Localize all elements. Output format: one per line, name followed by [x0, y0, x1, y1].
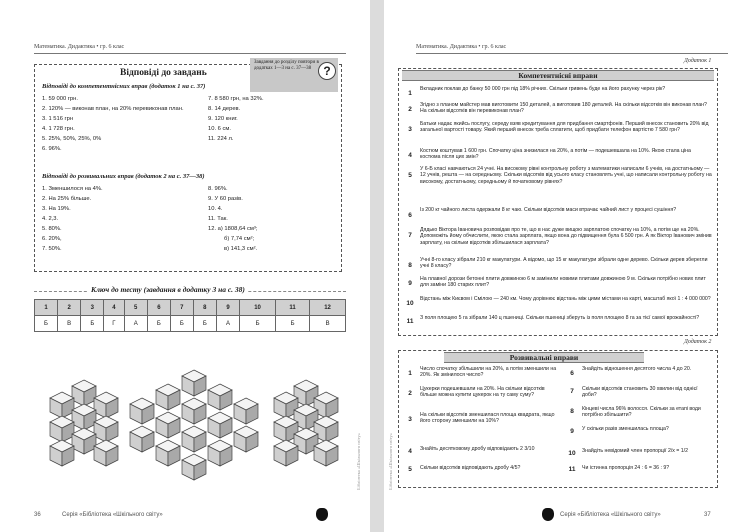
key-answer: Б [35, 316, 58, 332]
task-number-icon: 5 [404, 170, 416, 182]
key-answer: Б [275, 316, 309, 332]
task-number-icon: 1 [404, 368, 416, 380]
answer-line: 8. 96%. [208, 186, 228, 192]
task-number-icon: 3 [404, 414, 416, 426]
task-item: Скільки відсотків відповідають дробу 4/5? [420, 465, 521, 471]
key-number: 10 [240, 300, 276, 316]
key-answer-row [35, 316, 346, 332]
key-number: 7 [170, 300, 193, 316]
key-number: 12 [310, 300, 346, 316]
key-answer: Б [240, 316, 276, 332]
answer-line: 6. 96%. [42, 146, 62, 152]
cube-cluster-left [50, 380, 118, 466]
competence-heading: Компетентнісні вправи [402, 70, 714, 81]
task-number-icon: 6 [404, 210, 416, 222]
task-item: На плавної дорози бетонні плити довжиною 6 м замінили новими плитами довжиною 9 м. Скільки потрібно нових плит для заміни 180 старих плит? [420, 276, 706, 289]
answer-line: 3. На 19%. [42, 206, 71, 212]
answer-line: 10. 6 см. [208, 126, 231, 132]
task-number-icon: 7 [566, 386, 578, 398]
task-number-icon: 6 [566, 368, 578, 380]
key-answer: Б [193, 316, 216, 332]
info-tag-text: Завдання до розділу повтори в додатках 1—3 на с. 37—38 [254, 60, 319, 71]
task-item: Скільки відсотків становить 30 хвилин від однієї доби? [582, 386, 698, 399]
footer-series: Серія «Бібліотека «Шкільного світу» [560, 512, 661, 518]
header-rule [416, 53, 728, 54]
answer-line: 12. а) 1808,64 см³; [208, 226, 258, 232]
section-heading-competence: Відповіді до компетентнісних вправ (додаток 1 на с. 37) [42, 83, 206, 90]
answer-line: 3. 1 516 грн [42, 116, 74, 122]
task-item: Число спочатку збільшили на 20%, а потім зменшили на 20%. Як змінилося число? [420, 366, 557, 379]
task-item: Учні 8-го класу зібрали 210 кг макулатури. А відомо, що 15 кг макулатури зібрали одне дерево. Скільки дерев зберегли учні 8 класу? [420, 257, 708, 270]
test-key-title: Ключ до тесту (завдання в додатку 3 на с. 38) [88, 285, 248, 294]
key-answer: А [124, 316, 147, 332]
task-item: Цукерки подешевшали на 20%. На скільки відсотків більше можна купити цукерок на ту саму суму? [420, 386, 545, 399]
key-number: 8 [193, 300, 216, 316]
task-item: Із 200 кг чайного листа одержали 8 кг чаю. Скільки відсотків маси втрачає чайний лист у процесі сушіння? [420, 207, 677, 213]
answer-line: 2. 120% — виконав план, на 20% перевиконав план. [42, 106, 184, 112]
answers-competence-left [42, 94, 212, 154]
answer-line: 11. 224 л. [208, 136, 234, 142]
answer-line: 6. 20%, [42, 236, 62, 242]
task-number-icon: 10 [404, 298, 416, 310]
task-number-icon: 9 [404, 278, 416, 290]
key-number: 6 [147, 300, 170, 316]
task-item: Знайдіть відношення десятого числа 4 до 20. [582, 366, 692, 372]
key-answer: Б [81, 316, 104, 332]
answer-line: 1. 59 000 грн. [42, 96, 78, 102]
cube-cluster-right [274, 380, 338, 466]
answer-line: б) 7,74 см²; [224, 236, 255, 242]
answer-line: 9. 120 книг. [208, 116, 238, 122]
answers-competence-right [208, 94, 328, 144]
cube-cluster-center [130, 370, 258, 480]
answer-line: 10. 4. [208, 206, 223, 212]
task-number-icon: 8 [404, 260, 416, 272]
task-number-icon: 2 [404, 388, 416, 400]
task-item: Костюм коштував 1 600 грн. Спочатку ціна знизилася на 20%, а потім — подешевшала на 10%. Якою стала ціна костюма після цих змін? [420, 148, 691, 161]
developing-heading: Розвивальні вправи [444, 352, 644, 363]
task-number-icon: 4 [404, 446, 416, 458]
page-number: 36 [34, 512, 41, 518]
task-number-icon: 8 [566, 406, 578, 418]
page-number: 37 [704, 512, 711, 518]
task-item: Чи істинна пропорція 24 : 6 = 36 : 9? [582, 465, 670, 471]
key-number: 1 [35, 300, 58, 316]
task-item: На скільки відсотків зменшилася площа квадрата, якщо його сторону зменшили на 10%? [420, 412, 555, 425]
answer-line: 2. На 25% більше. [42, 196, 92, 202]
key-number: 3 [81, 300, 104, 316]
footer-series: Серія «Бібліотека «Шкільного світу» [62, 512, 163, 518]
task-number-icon: 11 [404, 316, 416, 328]
running-header: Математика. Дидактика • гр. 6 клас [416, 44, 507, 50]
key-number: 11 [275, 300, 309, 316]
answers-developing-left [42, 184, 192, 254]
cubes-illustration [44, 350, 344, 490]
answer-line: 7. 50%. [42, 246, 62, 252]
answers-developing-right [208, 184, 328, 254]
test-key-table [34, 299, 346, 332]
task-item: Знайіть десятковому дробу відповідають 2 3/10 [420, 446, 535, 452]
side-label: Бібліотека «Шкільного світу» [388, 432, 393, 490]
answer-line: в) 141,3 см². [224, 246, 258, 252]
task-item: Дядько Віктора Івановича розповідав про те, що в нас дуже вищою зарплатою спочатку на 10%, а потім ще на 20%. Допоможіть йому обчислити, якою стала зарплата, якщо вона до підвищення була 6 500 грн. А як Віктор Іванович змінив зарплату, на скільки відсотків збільшилася зарплата? [420, 227, 712, 246]
key-answer: А [216, 316, 239, 332]
key-answer: Б [147, 316, 170, 332]
answers-title: Відповіді до завдань [120, 68, 207, 78]
answer-line: 8. 14 дерев. [208, 106, 241, 112]
task-item: Вкладник поклав до банку 50 000 грн під 18% річних. Скільки гривень буде на його рахунку через рік? [420, 86, 666, 92]
task-number-icon: 9 [566, 426, 578, 438]
task-number-icon: 11 [566, 464, 578, 476]
running-header: Математика. Дидактика • гр. 6 клас [34, 44, 125, 50]
task-item: У 6-Б класі навчаються 24 учні. На високому рівні контрольну роботу з математики написали 6 учнів, на достатньому — 12 учнів, решта — на середньому. Скільки відсотків від усього класу становлять учні, що написали контрольну роботу на високому, достатньому, середньому й початковому рівнях? [420, 166, 712, 185]
task-number-icon: 4 [404, 150, 416, 162]
task-item: У скільки разів зменшилась площа? [582, 426, 669, 432]
task-item: Згідно з планом майстер мав виготовити 150 деталей, а виготовив 180 деталей. На скільки відсотків він виконав план? На скільки відсотків він перевиконав план? [420, 102, 707, 115]
side-label: Бібліотека «Шкільного світу» [356, 432, 361, 490]
task-item: Кінцеві числа 96% волосся. Скільки за етапі води потрібно збільшити? [582, 406, 701, 419]
key-number: 4 [104, 300, 124, 316]
info-tag [250, 58, 338, 92]
task-number-icon: 5 [404, 464, 416, 476]
task-item: Знайдіть невідомий член пропорції 2/x = 1/2 [582, 448, 688, 454]
key-number-row [35, 300, 346, 316]
task-item: Батьки надає якийсь послугу, середу взяв кредитування для придбання смартфонів. Перший внесок становить 20% від загальної вартості товару. Який перший внесок треба сплатити, щоб придбати телефон вартістю 7 580 грн? [420, 121, 709, 134]
task-number-icon: 7 [404, 230, 416, 242]
question-mark-icon: ? [318, 62, 336, 80]
answer-line: 9. У 60 разів. [208, 196, 243, 202]
header-rule [34, 53, 346, 54]
answer-line: 5. 25%, 50%, 25%, 0% [42, 136, 102, 142]
appendix-2-label: Додаток 2 [684, 339, 712, 345]
appendix-1-label: Додаток 1 [684, 58, 712, 64]
task-number-icon: 2 [404, 104, 416, 116]
key-number: 2 [57, 300, 80, 316]
key-number: 9 [216, 300, 239, 316]
task-number-icon: 3 [404, 124, 416, 136]
key-answer: Б [170, 316, 193, 332]
task-item: Відстань між Києвом і Смілою — 240 км. Чому дорівнює відстань між цими містами на карті, масштаб якої 1 : 4 000 000? [420, 296, 711, 302]
left-page [0, 0, 370, 532]
task-number-icon: 10 [566, 448, 578, 460]
answer-line: 5. 80%. [42, 226, 62, 232]
answer-line: 7. 8 580 грн, на 32%. [208, 96, 264, 102]
answer-line: 4. 2,3. [42, 216, 59, 222]
task-item: З поля площею 5 га зібрали 140 ц пшениці. Скільки пшениці зберуть із поля площею 8 га за тієї самої врожайності? [420, 315, 700, 321]
answer-line: 11. Так. [208, 216, 228, 222]
section-heading-developing: Відповіді до розвивальних вправ (додаток 2 на с. 37—38) [42, 173, 205, 180]
answer-line: 1. Зменшилося на 4%. [42, 186, 103, 192]
right-page [384, 0, 754, 532]
key-answer: В [57, 316, 80, 332]
key-answer: Г [104, 316, 124, 332]
key-number: 5 [124, 300, 147, 316]
key-answer: В [310, 316, 346, 332]
task-number-icon: 1 [404, 88, 416, 100]
publisher-logo-icon [542, 508, 554, 521]
publisher-logo-icon [316, 508, 328, 521]
answer-line: 4. 1 728 грн. [42, 126, 75, 132]
